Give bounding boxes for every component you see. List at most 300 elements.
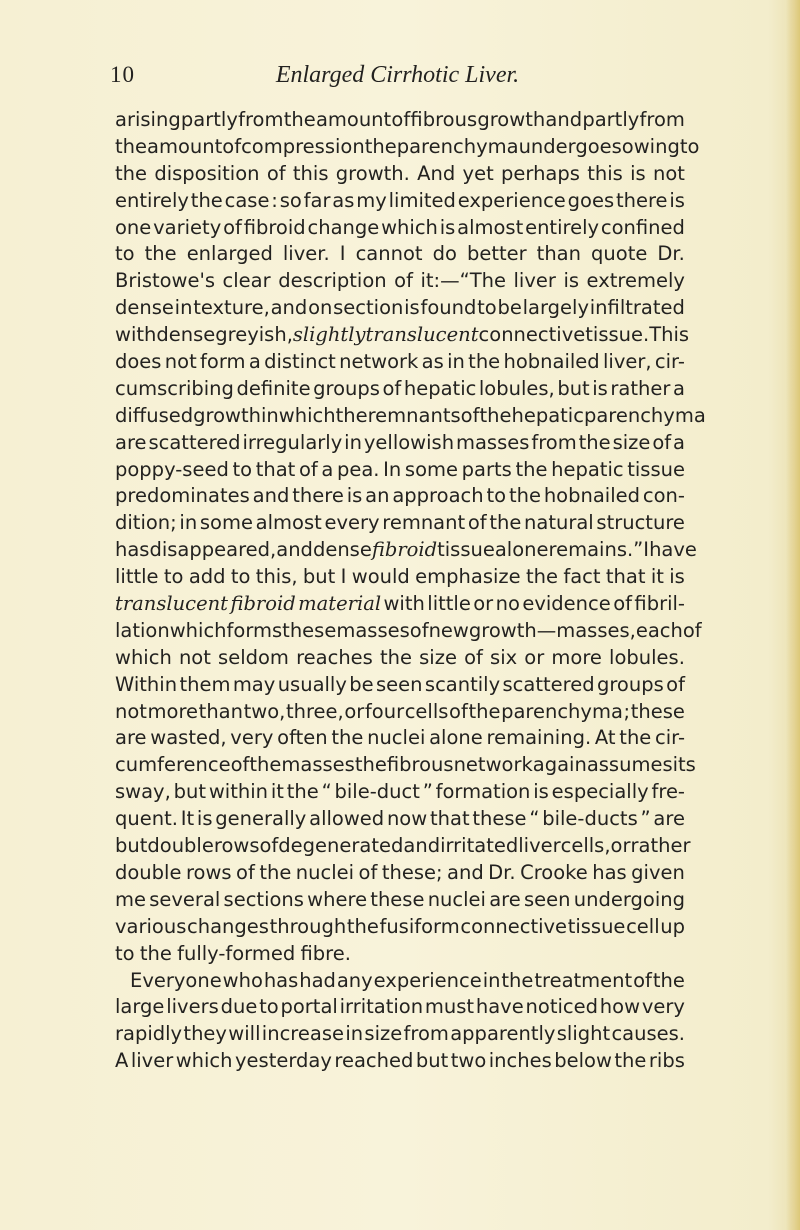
word: dense [312, 538, 372, 562]
word: parenchyma [396, 134, 519, 158]
word: masses [455, 430, 530, 454]
word: of [358, 860, 378, 884]
word: translucent [115, 592, 229, 616]
word: the [501, 968, 534, 992]
word: is [563, 269, 580, 293]
word: cell [626, 914, 660, 938]
word: in [179, 511, 198, 535]
word: liver, [603, 350, 652, 374]
word: experience [373, 968, 482, 992]
word: one [115, 215, 152, 239]
word: a [673, 430, 685, 454]
word: compression [241, 134, 365, 158]
word: these [472, 807, 527, 831]
word: is [196, 807, 213, 831]
word: Dr. [657, 242, 685, 266]
word: below [554, 1049, 612, 1073]
word: of [652, 430, 672, 454]
word: and [276, 538, 313, 562]
word: of [409, 618, 429, 642]
text-line [115, 725, 685, 752]
word: especially [551, 780, 649, 804]
word: the [619, 726, 652, 750]
text-line [115, 1048, 685, 1075]
word: the [115, 161, 148, 185]
word: be [497, 296, 522, 320]
word: experience [457, 188, 566, 212]
word: any [336, 968, 373, 992]
word: the [249, 753, 282, 777]
word: more [147, 699, 199, 723]
word: as [332, 188, 355, 212]
word: them [179, 672, 231, 696]
word: of [298, 457, 318, 481]
word: bile-ducts [542, 807, 638, 831]
word: diffused [115, 403, 194, 427]
word: network [453, 753, 533, 777]
word: are [115, 430, 147, 454]
word: texture, [193, 296, 270, 320]
word: ribs [648, 1049, 685, 1073]
word: but [415, 1049, 449, 1073]
word: case [224, 188, 270, 212]
word: new [428, 618, 469, 642]
word: fre- [651, 780, 685, 804]
word: very [230, 726, 274, 750]
word: but [302, 565, 336, 589]
word: evidence [522, 592, 611, 616]
word: fibre. [300, 941, 351, 965]
word: At [594, 726, 616, 750]
text-line [115, 107, 685, 134]
word: growth [193, 403, 261, 427]
page-number: 10 [110, 62, 135, 87]
word: from [639, 108, 685, 131]
text-line [115, 241, 685, 268]
word: fact [563, 565, 601, 589]
word: groups [313, 376, 380, 400]
word: change [307, 215, 380, 239]
word: a [672, 376, 685, 400]
word: not [164, 350, 197, 374]
word: to [163, 565, 184, 589]
word: form [200, 350, 246, 374]
word: better [466, 242, 527, 266]
word: yesterday [235, 1049, 332, 1073]
word: owing [621, 134, 680, 158]
word: allowed [309, 807, 385, 831]
word: of [236, 860, 255, 884]
word: the [508, 484, 541, 508]
word: several [149, 887, 221, 911]
word: of [223, 215, 242, 239]
word: to [230, 565, 251, 589]
word: an [365, 484, 390, 508]
word: dition; [115, 511, 177, 535]
word: poppy-seed [115, 457, 229, 481]
word: alone [494, 538, 549, 562]
word: far [303, 188, 331, 212]
word: I [339, 242, 346, 266]
word: causes. [611, 1022, 685, 1046]
word: it [650, 565, 664, 589]
word: so [279, 188, 302, 212]
word: are [115, 726, 147, 750]
word: up [660, 914, 685, 938]
text-line [115, 672, 685, 699]
word: largely [522, 296, 589, 320]
word: not [115, 699, 147, 723]
page-edge [786, 0, 800, 1230]
word: double [147, 834, 214, 858]
word: in [345, 1022, 364, 1046]
word: in [344, 430, 362, 454]
word: the [652, 968, 685, 992]
word: which [381, 215, 438, 239]
word: and [403, 834, 441, 858]
word: perhaps [501, 161, 580, 185]
text-line [115, 564, 685, 591]
page-header [110, 62, 685, 96]
word: the [283, 108, 316, 131]
word: the [526, 565, 559, 589]
word: alone [429, 726, 483, 750]
word: the [259, 860, 292, 884]
word: the [139, 941, 172, 965]
word: the [468, 350, 501, 374]
word: found [420, 296, 477, 320]
word: it:—“The [420, 269, 506, 293]
word: of [394, 269, 413, 293]
word: entirely [115, 188, 189, 212]
word: scattered [148, 430, 241, 454]
word: cells [404, 699, 449, 723]
word: inches [488, 1049, 552, 1073]
word: and [545, 108, 583, 131]
text-line [115, 887, 685, 914]
word: masses [281, 753, 355, 777]
word: tissue [437, 538, 495, 562]
word: fibrous [386, 753, 454, 777]
text-line [115, 134, 700, 161]
word: arising [115, 108, 181, 131]
word: remnant [382, 511, 466, 535]
word: the [479, 403, 512, 427]
word: fibroid [243, 215, 306, 239]
word: And [417, 161, 456, 185]
word: remaining. [486, 726, 592, 750]
word: in [174, 296, 193, 320]
word: with [115, 323, 157, 347]
word: It [180, 807, 195, 831]
word: the [614, 1049, 647, 1073]
text-line [115, 699, 685, 726]
word: slight [556, 1022, 611, 1046]
word: undergoes [518, 134, 622, 158]
word: which [278, 403, 336, 427]
word: tissue [567, 914, 626, 938]
word: they [183, 1022, 227, 1046]
word: changes [187, 914, 269, 938]
word: structure [596, 511, 685, 535]
word: con- [642, 484, 685, 508]
word: very [641, 995, 685, 1019]
word: had [299, 968, 336, 992]
word: is [439, 215, 456, 239]
word: parts [461, 457, 512, 481]
word: cir- [654, 350, 685, 374]
word: would [351, 565, 410, 589]
word: of [391, 108, 411, 131]
word: clear [222, 269, 271, 293]
word: seen [524, 887, 571, 911]
word: predominates [115, 484, 250, 508]
word: portal [280, 995, 338, 1019]
word: is [630, 161, 646, 185]
word: bile-duct [334, 780, 420, 804]
word: these; [381, 860, 443, 884]
word: from [238, 108, 284, 131]
word: is [404, 296, 420, 320]
word: no [495, 592, 520, 616]
word: nuclei [295, 860, 355, 884]
word: or [524, 645, 545, 669]
word: In [383, 457, 402, 481]
word: rather [630, 834, 691, 858]
word: I [643, 538, 650, 562]
word: extremely [586, 269, 685, 293]
word: parenchyma [501, 699, 623, 723]
word: yellowish [363, 430, 455, 454]
word: through [269, 914, 347, 938]
word: nuclei [427, 887, 486, 911]
text-line [115, 645, 685, 672]
word: the [190, 188, 223, 212]
word: have [475, 995, 524, 1019]
word: and [252, 484, 290, 508]
word: remains.” [548, 538, 644, 562]
word: almost [457, 215, 524, 239]
word: almost [255, 511, 322, 535]
word: parenchyma [583, 403, 706, 427]
word: the [489, 511, 522, 535]
word: the [515, 457, 548, 481]
word: of [467, 511, 487, 535]
word: but [557, 376, 590, 400]
word: increase [261, 1022, 344, 1046]
word: three, [285, 699, 344, 723]
word: infiltrated [589, 296, 685, 320]
word: rows [213, 834, 260, 858]
text-line [115, 806, 685, 833]
word: is [669, 188, 685, 212]
word: are [489, 887, 521, 911]
text-line [115, 483, 685, 510]
word: these [282, 618, 337, 642]
word: yet [462, 161, 494, 185]
word: in [260, 403, 279, 427]
word: growth. [335, 161, 410, 185]
word: limited [388, 188, 456, 212]
word: definite [236, 376, 311, 400]
word: of [613, 592, 632, 616]
word: to [477, 296, 497, 320]
word: hepatic [511, 403, 584, 427]
word: cir- [655, 726, 685, 750]
word: two, [243, 699, 286, 723]
word: Within [115, 672, 178, 696]
word: masses [336, 618, 410, 642]
word: with [383, 592, 425, 616]
word: goes [567, 188, 615, 212]
word: partly [180, 108, 238, 131]
word: cannot [355, 242, 423, 266]
word: irritated [440, 834, 519, 858]
word: it [270, 780, 284, 804]
word: of [449, 699, 468, 723]
text-line [115, 430, 685, 457]
word: of [382, 376, 402, 400]
word: add [188, 565, 226, 589]
word: size [419, 645, 457, 669]
word: hepatic [551, 457, 624, 481]
word: distinct [264, 350, 336, 374]
word: greyish, [215, 323, 293, 347]
word: the [379, 645, 412, 669]
word: rapidly [115, 1022, 183, 1046]
word: how [599, 995, 641, 1019]
word: which [115, 645, 172, 669]
word: ” [422, 780, 433, 804]
word: these [630, 699, 685, 723]
word: liver [518, 834, 561, 858]
text-line [115, 215, 685, 242]
word: be [349, 672, 374, 696]
word: have [649, 538, 697, 562]
word: to [232, 457, 253, 481]
word: size [612, 430, 651, 454]
text-line [115, 591, 685, 618]
word: which [175, 1049, 233, 1073]
text-line [115, 322, 690, 349]
word: on [308, 296, 333, 320]
word: due [220, 995, 258, 1019]
word: that [605, 565, 646, 589]
word: large [115, 995, 165, 1019]
word: fusiform [379, 914, 460, 938]
word: emphasize [415, 565, 521, 589]
word: cells, [560, 834, 611, 858]
word: to [115, 941, 135, 965]
word: reached [334, 1049, 414, 1073]
word: in [447, 350, 465, 374]
word: or [344, 699, 365, 723]
word: in [482, 968, 501, 992]
word: “ [529, 807, 540, 831]
word: as [421, 350, 444, 374]
word: these [370, 887, 425, 911]
word: which [169, 618, 227, 642]
word: liver [513, 269, 556, 293]
word: fibril- [634, 592, 685, 616]
word: reaches [296, 645, 373, 669]
word: seldom [218, 645, 289, 669]
word: forms [226, 618, 283, 642]
word: or [610, 834, 631, 858]
word: cumscribing [115, 376, 234, 400]
text-line [115, 860, 685, 887]
word: from [403, 1022, 449, 1046]
word: must [424, 995, 475, 1019]
word: from [531, 430, 577, 454]
word: irritation [339, 995, 424, 1019]
text-line [115, 833, 691, 860]
word: growth [477, 108, 546, 131]
word: formation [435, 780, 531, 804]
word: the [286, 780, 319, 804]
word: cumference [115, 753, 231, 777]
word: rather [610, 376, 671, 400]
word: seen [376, 672, 423, 696]
word: natural [524, 511, 594, 535]
word: me [115, 887, 146, 911]
word: amount [147, 134, 223, 158]
word: growth—masses, [468, 618, 636, 642]
word: to [259, 995, 279, 1019]
word: wasted, [150, 726, 227, 750]
word: of [259, 834, 279, 858]
word: little [427, 592, 471, 616]
word: rows [185, 860, 232, 884]
word: hepatic [403, 376, 477, 400]
word: lobules, [478, 376, 555, 400]
text-line [115, 268, 685, 295]
word: scattered [502, 672, 595, 696]
text-line [115, 188, 685, 215]
word: some [199, 511, 253, 535]
word: a [248, 350, 261, 374]
word: sway, [115, 780, 171, 804]
word: liver. [282, 242, 330, 266]
word: is [346, 484, 363, 508]
word: confined [600, 215, 685, 239]
word: hobnailed [503, 350, 600, 374]
word: this [292, 161, 329, 185]
word: ; [623, 699, 631, 723]
word: there [292, 484, 344, 508]
text-line [115, 376, 685, 403]
word: often [277, 726, 328, 750]
running-title: Enlarged Cirrhotic Liver. [275, 62, 520, 88]
word: lation [115, 618, 170, 642]
word: liver [130, 1049, 174, 1073]
word: fibrous [410, 108, 478, 131]
word: the [346, 914, 379, 938]
body-text [115, 107, 706, 1075]
word: this [587, 161, 623, 185]
word: some [404, 457, 459, 481]
word: This [649, 323, 690, 347]
word: translucent [365, 323, 479, 347]
word: network [339, 350, 419, 374]
word: that [255, 457, 296, 481]
word: of [682, 618, 702, 642]
word: than [198, 699, 243, 723]
word: pea. [336, 457, 380, 481]
word: scantily [424, 672, 501, 696]
word: of [266, 161, 286, 185]
word: of [666, 672, 685, 696]
